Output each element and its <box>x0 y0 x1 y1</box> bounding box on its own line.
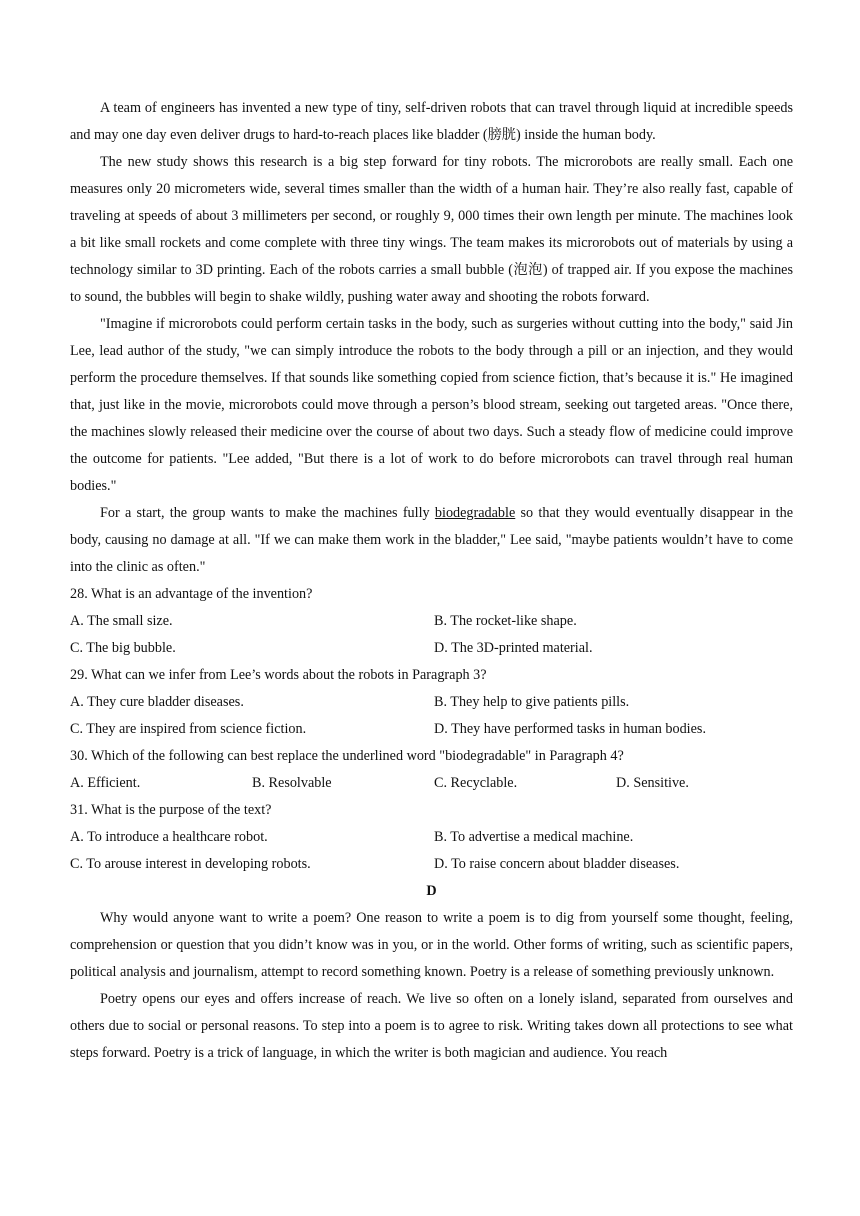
underlined-word: biodegradable <box>434 505 516 521</box>
section-heading-d: D <box>426 883 437 899</box>
option-d: D. The 3D-printed material. <box>434 640 593 656</box>
option-b: B. They help to give patients pills. <box>434 694 630 710</box>
passage-paragraph-2: The new study shows this research is a big step forward for tiny robots. The microrobots are really small. Each one measures only 20 micrometers wide, several times smaller than the width of a human hair. They’re also really fast, capable of traveling at speeds of about 3 millimeters per second, or roughly 9, 000 times their own length per minute. The machines look a bit like small rockets and come complete with three tiny wings. The team makes its microrobots out of materials by using a technology similar to 3D printing. Each of the robots carries a small bubble (泡泡) of trapped air. If you expose the machines to sound, the bubbles will begin to shake wildly, pushing water away and shooting the robots forward. <box>70 154 793 305</box>
question-28-options <box>70 608 793 662</box>
option-c: C. The big bubble. <box>70 640 176 656</box>
question-29-options <box>70 689 793 743</box>
option-d: D. To raise concern about bladder diseases. <box>434 856 680 872</box>
question-29-stem: 29. What can we infer from Lee’s words about the robots in Paragraph 3? <box>70 667 487 683</box>
passage-paragraph-3: "Imagine if microrobots could perform certain tasks in the body, such as surgeries without cutting into the body," said Jin Lee, lead author of the study, "we can simply introduce the robots to the body through a pill or an injection, and they would perform the procedure themselves. If that sounds like something copied from science fiction, that’s because it is." He imagined that, just like in the movie, microrobots could move through a person’s blood stream, seeking out targeted areas. "Once there, the machines slowly released their medicine over the course of about two days. Such a steady flow of medicine could improve the outcome for patients. "Lee added, "But there is a lot of work to do before microrobots can travel through real human bodies." <box>70 316 793 494</box>
question-31-options <box>70 824 793 878</box>
paragraph-4-text-start: For a start, the group wants to make the machines fully <box>100 505 435 521</box>
question-30-options <box>70 770 793 797</box>
option-d: D. They have performed tasks in human bodies. <box>434 721 706 737</box>
option-a: A. Efficient. <box>70 775 141 791</box>
option-b: B. Resolvable <box>252 775 332 791</box>
section-d-paragraph-2: Poetry opens our eyes and offers increase of reach. We live so often on a lonely island, separated from ourselves and others due to social or personal reasons. To step into a poem is to agree to risk. Writing takes down all protections to see what steps forward. Poetry is a trick of language, in which the writer is both magician and audience. You reach <box>70 991 793 1061</box>
option-b: B. The rocket-like shape. <box>434 613 577 629</box>
passage-paragraph-4 <box>70 500 793 581</box>
option-c: C. To arouse interest in developing robots. <box>70 856 311 872</box>
question-30-stem: 30. Which of the following can best replace the underlined word "biodegradable" in Paragraph 4? <box>70 748 624 764</box>
option-c: C. They are inspired from science fiction. <box>70 721 307 737</box>
section-d-paragraph-1: Why would anyone want to write a poem? One reason to write a poem is to dig from yourself some thought, feeling, comprehension or question that you didn’t know was in you, or in the world. Other forms of writing, such as scientific papers, political analysis and journalism, attempt to record something known. Poetry is a release of something previously unknown. <box>70 910 793 980</box>
option-a: A. The small size. <box>70 613 173 629</box>
option-c: C. Recyclable. <box>434 775 518 791</box>
paragraph-4-text-end: so that they would eventually disappear in the body, causing no damage at all. "If we can make them work in the bladder," Lee said, "maybe patients wouldn’t have to come into the clinic as often." <box>70 505 793 575</box>
question-31-stem: 31. What is the purpose of the text? <box>70 802 272 818</box>
passage-paragraph-1: A team of engineers has invented a new type of tiny, self-driven robots that can travel through liquid at incredible speeds and may one day even deliver drugs to hard-to-reach places like bladder (膀胱) inside the human body. <box>70 100 793 143</box>
option-a: A. They cure bladder diseases. <box>70 694 244 710</box>
document-content <box>70 95 793 1067</box>
option-b: B. To advertise a medical machine. <box>434 829 634 845</box>
question-28-stem: 28. What is an advantage of the invention? <box>70 586 313 602</box>
option-a: A. To introduce a healthcare robot. <box>70 829 268 845</box>
option-d: D. Sensitive. <box>616 775 689 791</box>
